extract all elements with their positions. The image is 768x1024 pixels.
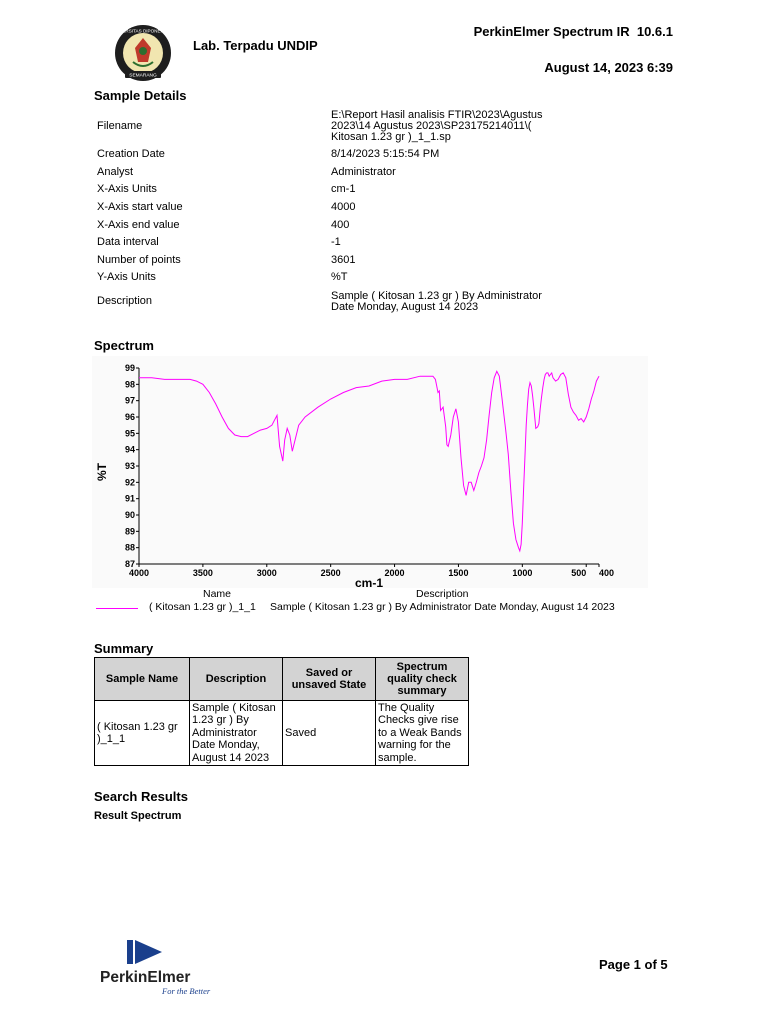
- spectrum-title: Spectrum: [94, 338, 154, 353]
- detail-value: cm-1: [331, 183, 356, 196]
- x-tick-label: 4000: [128, 568, 150, 578]
- summary-cell-sample-name: ( Kitosan 1.23 gr )_1_1: [95, 701, 190, 766]
- detail-row: [95, 199, 615, 217]
- svg-text:SEMARANG: SEMARANG: [129, 73, 157, 79]
- summary-cell-quality: The Quality Checks give rise to a Weak Bands warning for the sample.: [376, 701, 469, 766]
- legend-series-description: Sample ( Kitosan 1.23 gr ) By Administrator Date Monday, August 14 2023: [270, 601, 615, 613]
- x-tick-label: 3000: [256, 568, 277, 578]
- detail-value: 400: [331, 218, 350, 231]
- x-tick-label: 1500: [448, 568, 469, 578]
- detail-row: [95, 106, 615, 146]
- x-tick-label: 2000: [384, 568, 405, 578]
- legend-line-swatch: [96, 608, 138, 609]
- summary-cell-state: Saved: [283, 701, 376, 766]
- detail-label: Number of points: [97, 253, 181, 266]
- perkinelmer-logo: [98, 936, 228, 998]
- detail-value: 8/14/2023 5:15:54 PM: [331, 148, 440, 161]
- y-tick-label: 91: [124, 493, 135, 504]
- detail-value: %T: [331, 271, 348, 284]
- spectrum-legend: [92, 588, 648, 615]
- svg-text:For the Better: For the Better: [162, 986, 211, 996]
- summary-table: [94, 657, 469, 766]
- summary-header-quality: Spectrum quality check summary: [376, 658, 469, 701]
- detail-label: X-Axis end value: [97, 218, 180, 231]
- y-tick-label: 90: [124, 510, 135, 520]
- page-number: Page 1 of 5: [599, 957, 668, 972]
- y-tick-label: 93: [124, 461, 135, 471]
- legend-series-name: ( Kitosan 1.23 gr )_1_1: [149, 601, 256, 613]
- detail-row: [95, 216, 615, 234]
- y-tick-label: 87: [124, 559, 135, 569]
- search-results-title: Search Results: [94, 789, 188, 804]
- spectrum-chart: [92, 356, 648, 588]
- x-axis-label: cm-1: [354, 576, 384, 588]
- summary-header-sample-name: Sample Name: [95, 658, 190, 701]
- detail-row: [95, 181, 615, 199]
- detail-label: Filename: [97, 119, 143, 132]
- software-version: PerkinElmer Spectrum IR 10.6.1: [473, 24, 673, 39]
- y-tick-label: 99: [124, 363, 135, 373]
- detail-label: Description: [97, 295, 153, 308]
- sample-details-title: Sample Details: [94, 88, 187, 103]
- detail-label: X-Axis Units: [97, 183, 157, 196]
- y-tick-label: 88: [124, 542, 135, 553]
- y-axis-label: %T: [95, 463, 109, 481]
- y-tick-label: 98: [124, 379, 135, 390]
- legend-description-header: Description: [416, 588, 469, 600]
- lab-name: Lab. Terpadu UNDIP: [193, 38, 318, 53]
- summary-cell-description: Sample ( Kitosan 1.23 gr ) By Administrator Date Monday, August 14 2023: [190, 701, 283, 766]
- legend-name-header: Name: [203, 588, 232, 600]
- svg-text:UNIVERSITAS DIPONEGORO: UNIVERSITAS DIPONEGORO: [111, 28, 175, 34]
- detail-row: [95, 252, 615, 270]
- summary-header-state: Saved or unsaved State: [283, 658, 376, 701]
- detail-value: Sample ( Kitosan 1.23 gr ) By Administrator Date Monday, August 14 2023: [331, 289, 542, 313]
- detail-row: [95, 287, 615, 317]
- y-tick-label: 95: [124, 428, 135, 439]
- detail-value: E:\Report Hasil analisis FTIR\2023\Agustus 2023\14 Agustus 2023\SP23175214011\( Kitosan 1.23 gr )_1_1.sp: [331, 108, 543, 143]
- summary-header-description: Description: [190, 658, 283, 701]
- y-tick-label: 92: [124, 477, 135, 488]
- detail-row: [95, 164, 615, 182]
- detail-value: 4000: [331, 201, 356, 214]
- detail-value: -1: [331, 236, 341, 249]
- y-tick-label: 96: [124, 412, 135, 422]
- svg-text:PerkinElmer: PerkinElmer: [100, 969, 191, 986]
- detail-value: 3601: [331, 253, 356, 266]
- summary-title: Summary: [94, 641, 154, 656]
- y-tick-label: 94: [124, 444, 135, 455]
- detail-row: [95, 269, 615, 287]
- y-tick-label: 89: [124, 526, 135, 537]
- detail-value: Administrator: [331, 165, 396, 178]
- detail-label: Y-Axis Units: [97, 271, 156, 284]
- result-spectrum-label: Result Spectrum: [94, 810, 182, 822]
- x-tick-label: 1000: [512, 568, 533, 578]
- university-seal-logo: [106, 24, 180, 82]
- detail-row: [95, 146, 615, 164]
- detail-row: [95, 234, 615, 252]
- x-tick-label: 2500: [320, 568, 341, 578]
- report-date: August 14, 2023 6:39: [544, 60, 673, 75]
- detail-label: Data interval: [97, 236, 159, 249]
- table-row: [95, 701, 469, 766]
- x-tick-label: 400: [599, 568, 615, 578]
- detail-label: Analyst: [97, 165, 134, 178]
- y-tick-label: 97: [124, 395, 135, 406]
- x-tick-label: 500: [571, 568, 587, 578]
- detail-label: X-Axis start value: [97, 201, 183, 214]
- detail-label: Creation Date: [97, 148, 165, 161]
- sample-details-table: [95, 106, 615, 317]
- x-tick-label: 3500: [192, 568, 213, 578]
